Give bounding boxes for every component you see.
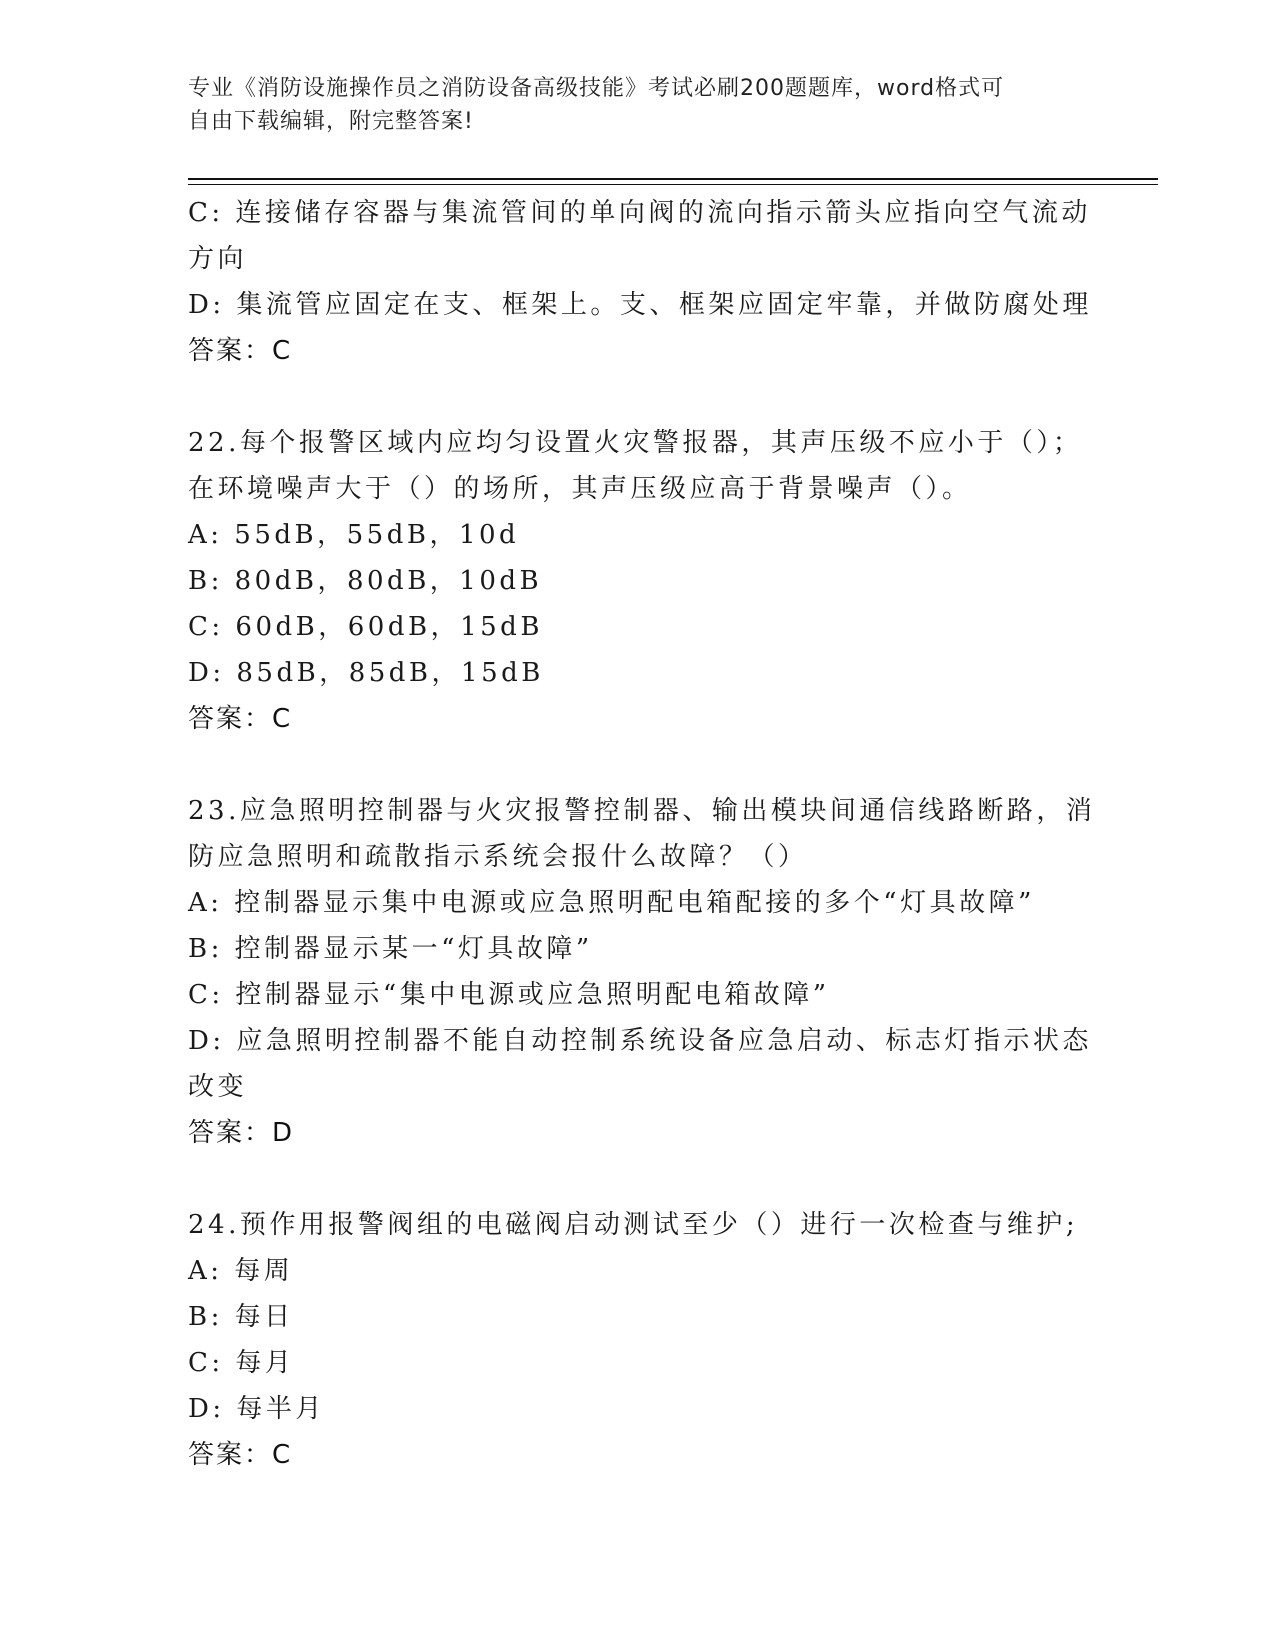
question-stem-line-2: 在环境噪声大于（）的场所，其声压级应高于背景噪声（）。 [188,474,972,504]
option-b: B: 每日 [188,1302,294,1332]
option-b: B: 80dB，80dB，10dB [188,566,543,596]
option-d-line-1: D: 应急照明控制器不能自动控制系统设备应急启动、标志灯指示状态 [188,1026,1092,1056]
option-c: C: 60dB，60dB，15dB [188,612,543,642]
option-d: D: 85dB，85dB，15dB [188,658,544,688]
answer: 答案：C [188,704,293,734]
option-c-line-2: 方向 [188,244,248,274]
question-24 [188,1202,1088,1478]
question-22 [188,420,1088,742]
spacer [188,1156,1088,1202]
option-a: A: 控制器显示集中电源或应急照明配电箱配接的多个“灯具故障” [188,888,1035,918]
answer: 答案：D [188,1118,295,1148]
question-21-tail [188,190,1092,374]
header-line-1: 专业《消防设施操作员之消防设备高级技能》考试必刷200题题库，word格式可 [188,76,1005,101]
header-line-2: 自由下载编辑，附完整答案! [188,109,474,134]
header-divider-thin [188,184,1158,185]
option-a: A: 每周 [188,1256,294,1286]
option-c: C: 控制器显示“集中电源或应急照明配电箱故障” [188,980,830,1010]
document-header [188,72,1088,138]
spacer [188,374,1088,420]
option-d: D: 每半月 [188,1394,325,1424]
question-stem-line-2: 防应急照明和疏散指示系统会报什么故障？（） [188,842,808,872]
header-divider-thick [188,178,1158,180]
document-body [188,190,1096,1478]
question-23 [188,788,1096,1156]
option-c-line-1: C: 连接储存容器与集流管间的单向阀的流向指示箭头应指向空气流动 [188,198,1091,228]
option-c: C: 每月 [188,1348,295,1378]
option-b: B: 控制器显示某一“灯具故障” [188,934,593,964]
option-d-line-2: 改变 [188,1072,248,1102]
option-d: D: 集流管应固定在支、框架上。支、框架应固定牢靠，并做防腐处理 [188,290,1092,320]
question-stem-line-1: 22.每个报警区域内应均匀设置火灾警报器，其声压级不应小于（）； [188,428,1083,458]
option-a: A: 55dB，55dB，10d [188,520,520,550]
answer: 答案：C [188,1440,293,1470]
answer: 答案：C [188,336,293,366]
question-stem-line-1: 23.应急照明控制器与火灾报警控制器、输出模块间通信线路断路，消 [188,796,1096,826]
spacer [188,742,1088,788]
question-stem: 24.预作用报警阀组的电磁阀启动测试至少（）进行一次检查与维护; [188,1210,1079,1240]
